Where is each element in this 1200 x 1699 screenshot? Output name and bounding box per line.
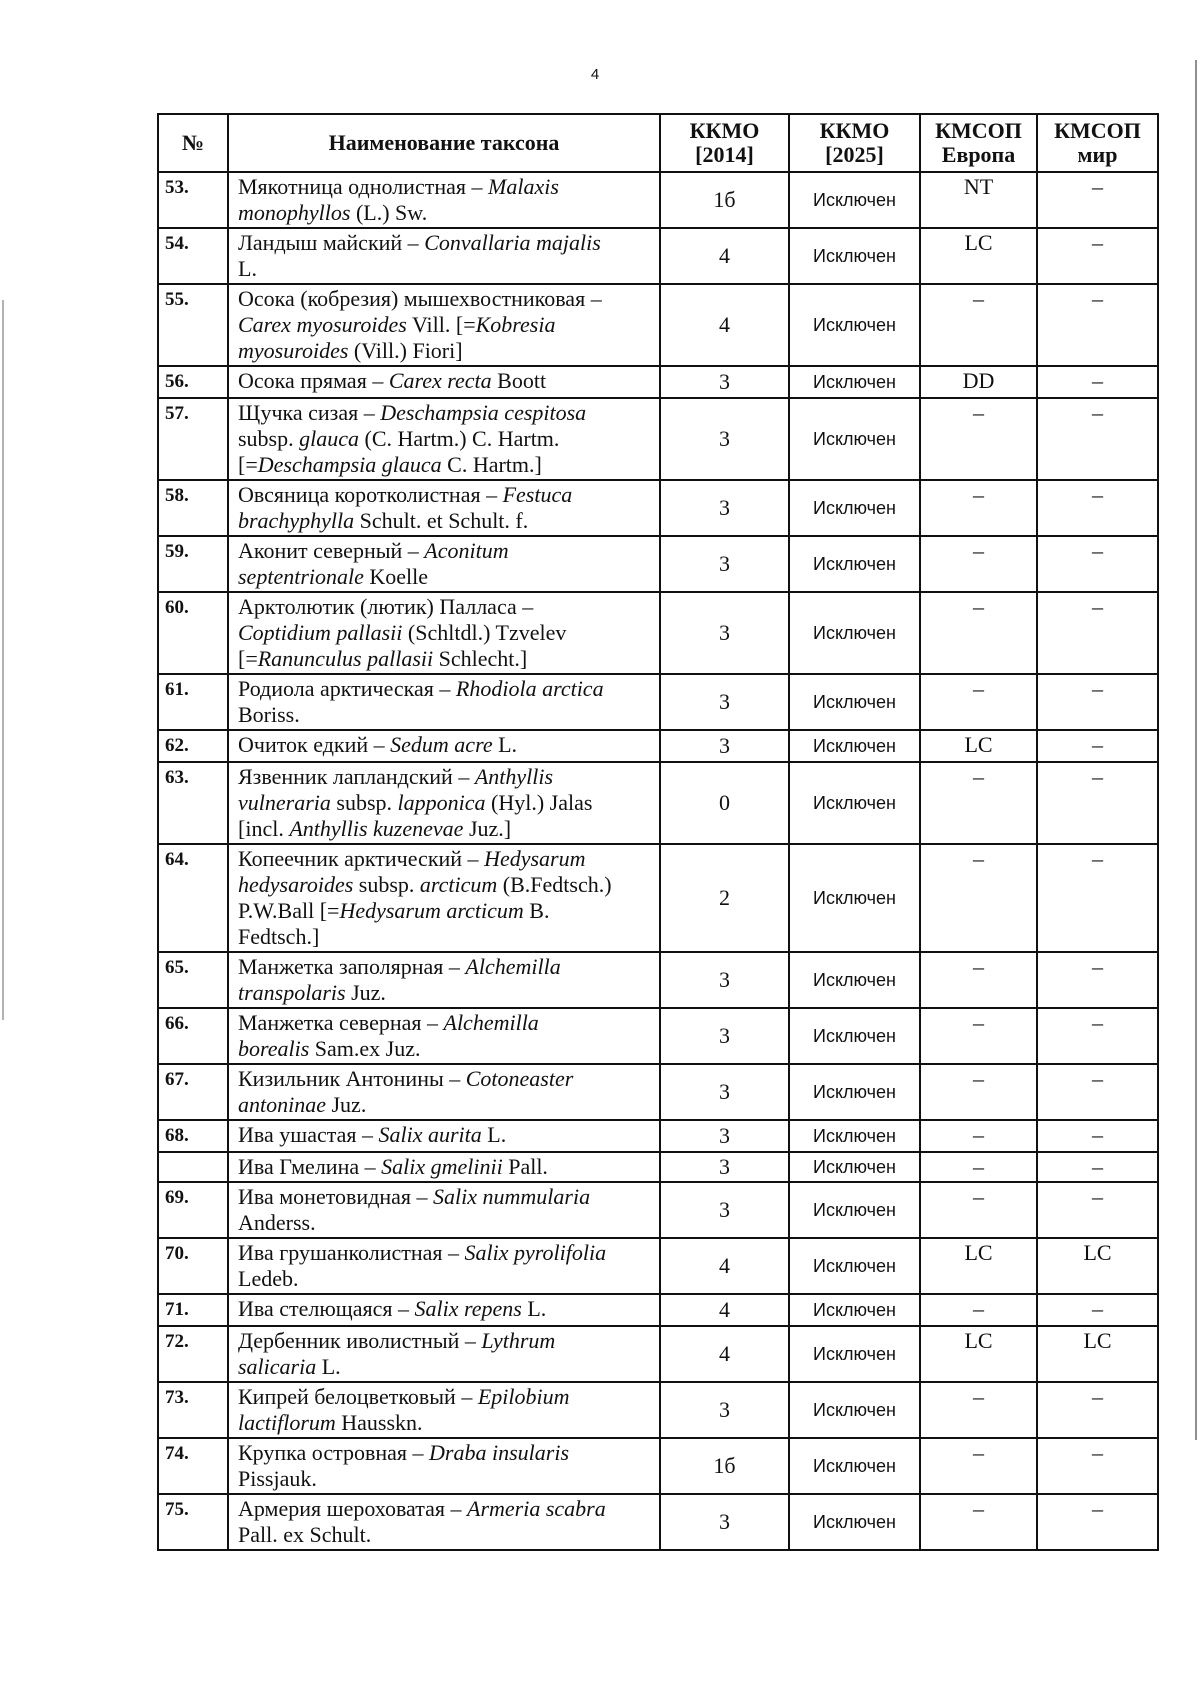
table-row [158, 228, 1158, 284]
row-number: 64. [158, 844, 228, 952]
kkmo-2025-status: Исключен [789, 480, 920, 536]
latin-name-part: borealis [238, 1036, 310, 1061]
latin-name-part: Anthyllis [474, 764, 554, 789]
name-text-part: (Hyl.) Jalas [485, 790, 593, 815]
row-number: 54. [158, 228, 228, 284]
latin-name-part: lactiflorum [238, 1410, 336, 1435]
latin-name-part: septentrionale [238, 564, 364, 589]
table-row [158, 730, 1158, 762]
row-number: 55. [158, 284, 228, 366]
kkmo-2025-status: Исключен [789, 1438, 920, 1494]
latin-name-part: Convallaria majalis [424, 230, 601, 255]
iucn-europe-category: LC [920, 1326, 1037, 1382]
latin-name-part: antoninae [238, 1092, 326, 1117]
table-row [158, 674, 1158, 730]
scan-edge-mark-right [1195, 60, 1197, 1440]
latin-name-part: Sedum acre [390, 732, 493, 757]
row-number: 58. [158, 480, 228, 536]
kkmo-2014-category: 3 [660, 952, 789, 1008]
kkmo-2025-status: Исключен [789, 762, 920, 844]
table-row [158, 1382, 1158, 1438]
kkmo-2014-category: 4 [660, 1294, 789, 1326]
iucn-europe-category: – [920, 1494, 1037, 1550]
taxon-name [228, 844, 660, 952]
iucn-world-category: – [1037, 1064, 1158, 1120]
latin-name-part: Deschampsia glauca [257, 452, 442, 477]
taxon-name [228, 480, 660, 536]
table-row [158, 1008, 1158, 1064]
kkmo-2025-status: Исключен [789, 536, 920, 592]
name-text-part: [incl. [238, 816, 290, 841]
latin-name-part: vulneraria [238, 790, 331, 815]
name-text-part: Ива Гмелина – [238, 1154, 382, 1179]
table-row [158, 1064, 1158, 1120]
kkmo-2025-status: Исключен [789, 1120, 920, 1152]
latin-name-part: Cotoneaster [465, 1066, 574, 1091]
iucn-europe-category: – [920, 480, 1037, 536]
name-text-part: Дербенник иволистный – [238, 1328, 482, 1353]
kkmo-2014-category: 3 [660, 674, 789, 730]
name-text-part: Крупка островная – [238, 1440, 430, 1465]
iucn-world-category: – [1037, 228, 1158, 284]
name-text-part: Армерия шероховатая – [238, 1496, 468, 1521]
kkmo-2014-category: 3 [660, 1494, 789, 1550]
latin-name-part: Coptidium pallasii [238, 620, 403, 645]
name-text-part: Ledeb. [238, 1266, 299, 1291]
iucn-world-category: – [1037, 674, 1158, 730]
row-number: 63. [158, 762, 228, 844]
name-text-part: [= [238, 452, 258, 477]
kkmo-2014-category: 4 [660, 1326, 789, 1382]
iucn-europe-category: – [920, 844, 1037, 952]
name-text-part: (C. Hartm.) C. Hartm. [359, 426, 560, 451]
latin-name-part: Salix nummularia [433, 1184, 591, 1209]
taxon-name [228, 172, 660, 228]
table-row [158, 1152, 1158, 1182]
row-number: 56. [158, 366, 228, 398]
kkmo-2025-status: Исключен [789, 844, 920, 952]
iucn-world-category: – [1037, 1438, 1158, 1494]
kkmo-2014-category: 3 [660, 536, 789, 592]
name-text-part: Boriss. [238, 702, 300, 727]
name-text-part: (L.) Sw. [350, 200, 428, 225]
name-text-part: Schult. et Schult. f. [354, 508, 529, 533]
taxon-name [228, 1008, 660, 1064]
name-text-part: Аконит северный – [238, 538, 425, 563]
row-number: 72. [158, 1326, 228, 1382]
name-text-part: Anderss. [238, 1210, 316, 1235]
name-text-part: Pall. ex Schult. [238, 1522, 372, 1547]
name-text-part: Арктолютик (лютик) Палласа – [238, 594, 534, 619]
name-text-part: Щучка сизая – [238, 400, 381, 425]
header-row [158, 114, 1158, 172]
iucn-europe-category: – [920, 1382, 1037, 1438]
iucn-europe-category: – [920, 1438, 1037, 1494]
latin-name-part: Deschampsia cespitosa [380, 400, 587, 425]
row-number: 74. [158, 1438, 228, 1494]
iucn-world-category: LC [1037, 1238, 1158, 1294]
latin-name-part: Salix aurita [378, 1122, 482, 1147]
table-body [158, 172, 1158, 1550]
name-text-part: Очиток едкий – [238, 732, 391, 757]
iucn-europe-category: – [920, 1120, 1037, 1152]
row-number: 68. [158, 1120, 228, 1152]
iucn-europe-category: – [920, 1064, 1037, 1120]
page-number: 4 [590, 66, 600, 83]
name-text-part: L. [521, 1296, 547, 1321]
name-text-part: Juz.] [463, 816, 512, 841]
header-iucn-world [1037, 114, 1158, 172]
table-row [158, 1326, 1158, 1382]
row-number: 62. [158, 730, 228, 762]
table-row [158, 366, 1158, 398]
kkmo-2025-status: Исключен [789, 1326, 920, 1382]
latin-name-part: Salix gmelinii [381, 1154, 503, 1179]
name-text-part: Juz. [326, 1092, 367, 1117]
name-text-part: Juz. [345, 980, 386, 1005]
table-row [158, 844, 1158, 952]
kkmo-2014-category: 3 [660, 366, 789, 398]
header-iucn-world-line1: КМСОП [1054, 118, 1141, 143]
table-row [158, 1438, 1158, 1494]
name-text-part: Ландыш майский – [238, 230, 425, 255]
iucn-world-category: – [1037, 952, 1158, 1008]
iucn-world-category: – [1037, 592, 1158, 674]
table-row [158, 1182, 1158, 1238]
name-text-part: Schlecht.] [433, 646, 528, 671]
taxon-name [228, 1438, 660, 1494]
header-iucn-europe-line2: Европа [941, 142, 1016, 167]
name-text-part: [= [238, 646, 258, 671]
iucn-world-category: – [1037, 1382, 1158, 1438]
taxon-name [228, 592, 660, 674]
name-text-part: L. [481, 1122, 507, 1147]
latin-name-part: transpolaris [238, 980, 346, 1005]
latin-name-part: Malaxis [488, 174, 559, 199]
kkmo-2014-category: 3 [660, 1182, 789, 1238]
row-number: 59. [158, 536, 228, 592]
latin-name-part: myosuroides [238, 338, 349, 363]
latin-name-part: Lythrum [481, 1328, 556, 1353]
iucn-world-category: LC [1037, 1326, 1158, 1382]
latin-name-part: Alchemilla [443, 1010, 539, 1035]
taxon-name [228, 1152, 660, 1182]
iucn-europe-category: LC [920, 1238, 1037, 1294]
taxon-name [228, 674, 660, 730]
taxon-name [228, 762, 660, 844]
header-iucn-europe-line1: КМСОП [935, 118, 1022, 143]
latin-name-part: Anthyllis kuzenevae [289, 816, 464, 841]
table-row [158, 398, 1158, 480]
iucn-europe-category: – [920, 536, 1037, 592]
iucn-world-category: – [1037, 536, 1158, 592]
kkmo-2025-status: Исключен [789, 284, 920, 366]
name-text-part: P.W.Ball [= [238, 898, 340, 923]
name-text-part: Ива грушанколистная – [238, 1240, 465, 1265]
iucn-world-category: – [1037, 172, 1158, 228]
taxon-name [228, 1326, 660, 1382]
iucn-world-category: – [1037, 762, 1158, 844]
kkmo-2014-category: 1б [660, 1438, 789, 1494]
taxon-name [228, 1294, 660, 1326]
kkmo-2014-category: 3 [660, 480, 789, 536]
table-row [158, 480, 1158, 536]
kkmo-2014-category: 0 [660, 762, 789, 844]
name-text-part: Koelle [363, 564, 429, 589]
name-text-part: Манжетка заполярная – [238, 954, 466, 979]
kkmo-2014-category: 2 [660, 844, 789, 952]
iucn-europe-category: – [920, 592, 1037, 674]
header-taxon-name: Наименование таксона [228, 114, 660, 172]
kkmo-2014-category: 3 [660, 1008, 789, 1064]
kkmo-2014-category: 3 [660, 1152, 789, 1182]
name-text-part: Осока (кобрезия) мышехвостниковая – [238, 286, 602, 311]
kkmo-2014-category: 3 [660, 1064, 789, 1120]
name-text-part: Sam.ex Juz. [309, 1036, 421, 1061]
iucn-world-category: – [1037, 844, 1158, 952]
kkmo-2014-category: 3 [660, 1120, 789, 1152]
name-text-part: Родиола арктическая – [238, 676, 456, 701]
row-number: 75. [158, 1494, 228, 1550]
name-text-part: Boott [491, 368, 547, 393]
taxon-name [228, 1120, 660, 1152]
kkmo-2014-category: 4 [660, 228, 789, 284]
name-text-part: Осока прямая – [238, 368, 389, 393]
name-text-part: B. [523, 898, 550, 923]
name-text-part: subsp. [330, 790, 398, 815]
iucn-europe-category: – [920, 762, 1037, 844]
name-text-part: Кизильник Антонины – [238, 1066, 466, 1091]
name-text-part: Ива ушастая – [238, 1122, 379, 1147]
taxon-name [228, 1494, 660, 1550]
taxon-name [228, 1064, 660, 1120]
iucn-world-category: – [1037, 284, 1158, 366]
name-text-part: Hausskn. [335, 1410, 423, 1435]
name-text-part: Копеечник арктический – [238, 846, 485, 871]
taxon-name [228, 1382, 660, 1438]
table-row [158, 172, 1158, 228]
iucn-europe-category: – [920, 1152, 1037, 1182]
row-number: 60. [158, 592, 228, 674]
kkmo-2025-status: Исключен [789, 592, 920, 674]
iucn-europe-category: LC [920, 228, 1037, 284]
header-kkmo-2014-line1: ККМО [689, 118, 760, 143]
name-text-part: Vill. [= [406, 312, 476, 337]
iucn-world-category: – [1037, 480, 1158, 536]
kkmo-2025-status: Исключен [789, 1008, 920, 1064]
name-text-part: Язвенник лапландский – [238, 764, 475, 789]
name-text-part: (Schltdl.) Tzvelev [402, 620, 567, 645]
taxon-name [228, 952, 660, 1008]
kkmo-2025-status: Исключен [789, 952, 920, 1008]
row-number: 65. [158, 952, 228, 1008]
name-text-part: L. [492, 732, 518, 757]
table-row [158, 952, 1158, 1008]
name-text-part: Кипрей белоцветковый – [238, 1384, 478, 1409]
iucn-world-category: – [1037, 1494, 1158, 1550]
iucn-world-category: – [1037, 1008, 1158, 1064]
name-text-part: Овсяница коротколистная – [238, 482, 503, 507]
name-text-part: Мякотница однолистная – [238, 174, 488, 199]
latin-name-part: Alchemilla [465, 954, 561, 979]
name-text-part: Fedtsch.] [238, 924, 320, 949]
taxon-name [228, 536, 660, 592]
latin-name-part: Epilobium [477, 1384, 570, 1409]
name-text-part: subsp. [238, 426, 300, 451]
header-num: № [158, 114, 228, 172]
iucn-world-category: – [1037, 1120, 1158, 1152]
name-text-part: Манжетка северная – [238, 1010, 444, 1035]
table-row [158, 284, 1158, 366]
header-kkmo-2025 [789, 114, 920, 172]
row-number: 71. [158, 1294, 228, 1326]
taxon-name [228, 398, 660, 480]
kkmo-2014-category: 3 [660, 1382, 789, 1438]
latin-name-part: arcticum [419, 872, 498, 897]
iucn-world-category: – [1037, 1152, 1158, 1182]
taxon-name [228, 730, 660, 762]
kkmo-2014-category: 4 [660, 1238, 789, 1294]
iucn-world-category: – [1037, 1182, 1158, 1238]
taxa-table [157, 113, 1159, 1551]
iucn-world-category: – [1037, 366, 1158, 398]
latin-name-part: Kobresia [475, 312, 556, 337]
iucn-world-category: – [1037, 398, 1158, 480]
kkmo-2025-status: Исключен [789, 1382, 920, 1438]
header-iucn-europe [920, 114, 1037, 172]
kkmo-2025-status: Исключен [789, 1152, 920, 1182]
iucn-europe-category: DD [920, 366, 1037, 398]
iucn-europe-category: – [920, 1008, 1037, 1064]
kkmo-2014-category: 3 [660, 398, 789, 480]
kkmo-2025-status: Исключен [789, 1494, 920, 1550]
row-number: 66. [158, 1008, 228, 1064]
latin-name-part: hedysaroides [238, 872, 354, 897]
iucn-europe-category: – [920, 952, 1037, 1008]
row-number: 53. [158, 172, 228, 228]
kkmo-2025-status: Исключен [789, 1064, 920, 1120]
taxon-name [228, 366, 660, 398]
latin-name-part: Salix repens [414, 1296, 522, 1321]
header-iucn-world-line2: мир [1077, 142, 1118, 167]
name-text-part: Pall. [502, 1154, 548, 1179]
name-text-part: Pissjauk. [238, 1466, 317, 1491]
header-kkmo-2025-line2: [2025] [825, 142, 884, 167]
taxon-name [228, 284, 660, 366]
latin-name-part: Carex myosuroides [238, 312, 407, 337]
latin-name-part: Salix pyrolifolia [464, 1240, 607, 1265]
table-row [158, 1494, 1158, 1550]
row-number: 70. [158, 1238, 228, 1294]
iucn-europe-category: – [920, 1182, 1037, 1238]
name-text-part: (B.Fedtsch.) [497, 872, 612, 897]
iucn-world-category: – [1037, 730, 1158, 762]
row-number: 69. [158, 1182, 228, 1238]
name-text-part: Ива монетовидная – [238, 1184, 434, 1209]
latin-name-part: salicaria [238, 1354, 317, 1379]
latin-name-part: Hedysarum arcticum [339, 898, 524, 923]
latin-name-part: Carex recta [388, 368, 492, 393]
taxon-name [228, 1238, 660, 1294]
row-number: 61. [158, 674, 228, 730]
header-kkmo-2014-line2: [2014] [695, 142, 754, 167]
kkmo-2014-category: 1б [660, 172, 789, 228]
table-header [158, 114, 1158, 172]
kkmo-2025-status: Исключен [789, 730, 920, 762]
kkmo-2025-status: Исключен [789, 172, 920, 228]
latin-name-part: Armeria scabra [467, 1496, 606, 1521]
kkmo-2025-status: Исключен [789, 674, 920, 730]
table-row [158, 762, 1158, 844]
kkmo-2025-status: Исключен [789, 398, 920, 480]
kkmo-2025-status: Исключен [789, 228, 920, 284]
kkmo-2014-category: 3 [660, 730, 789, 762]
latin-name-part: Rhodiola arctica [455, 676, 604, 701]
table-row [158, 536, 1158, 592]
name-text-part: Ива стелющаяся – [238, 1296, 415, 1321]
iucn-world-category: – [1037, 1294, 1158, 1326]
kkmo-2025-status: Исключен [789, 1238, 920, 1294]
table-row [158, 592, 1158, 674]
table-row [158, 1294, 1158, 1326]
latin-name-part: Ranunculus pallasii [257, 646, 434, 671]
kkmo-2014-category: 4 [660, 284, 789, 366]
header-kkmo-2014 [660, 114, 789, 172]
name-text-part: L. [316, 1354, 341, 1379]
row-number: 67. [158, 1064, 228, 1120]
taxon-name [228, 1182, 660, 1238]
iucn-europe-category: – [920, 398, 1037, 480]
iucn-europe-category: LC [920, 730, 1037, 762]
latin-name-part: lapponica [397, 790, 486, 815]
name-text-part: L. [238, 256, 257, 281]
row-number: 73. [158, 1382, 228, 1438]
header-kkmo-2025-line1: ККМО [819, 118, 890, 143]
iucn-europe-category: – [920, 284, 1037, 366]
latin-name-part: Aconitum [424, 538, 509, 563]
table-row [158, 1238, 1158, 1294]
name-text-part: subsp. [353, 872, 420, 897]
latin-name-part: glauca [299, 426, 360, 451]
latin-name-part: monophyllos [238, 200, 351, 225]
row-number: 57. [158, 398, 228, 480]
kkmo-2025-status: Исключен [789, 1182, 920, 1238]
iucn-europe-category: – [920, 1294, 1037, 1326]
iucn-europe-category: – [920, 674, 1037, 730]
latin-name-part: Draba insularis [429, 1440, 570, 1465]
row-number [158, 1152, 228, 1182]
kkmo-2014-category: 3 [660, 592, 789, 674]
name-text-part: C. Hartm.] [441, 452, 542, 477]
latin-name-part: brachyphylla [238, 508, 355, 533]
latin-name-part: Festuca [502, 482, 573, 507]
scan-edge-mark-left [2, 300, 4, 1020]
name-text-part: (Vill.) Fiori] [348, 338, 463, 363]
latin-name-part: Hedysarum [484, 846, 586, 871]
kkmo-2025-status: Исключен [789, 1294, 920, 1326]
kkmo-2025-status: Исключен [789, 366, 920, 398]
iucn-europe-category: NT [920, 172, 1037, 228]
taxon-name [228, 228, 660, 284]
table-row [158, 1120, 1158, 1152]
